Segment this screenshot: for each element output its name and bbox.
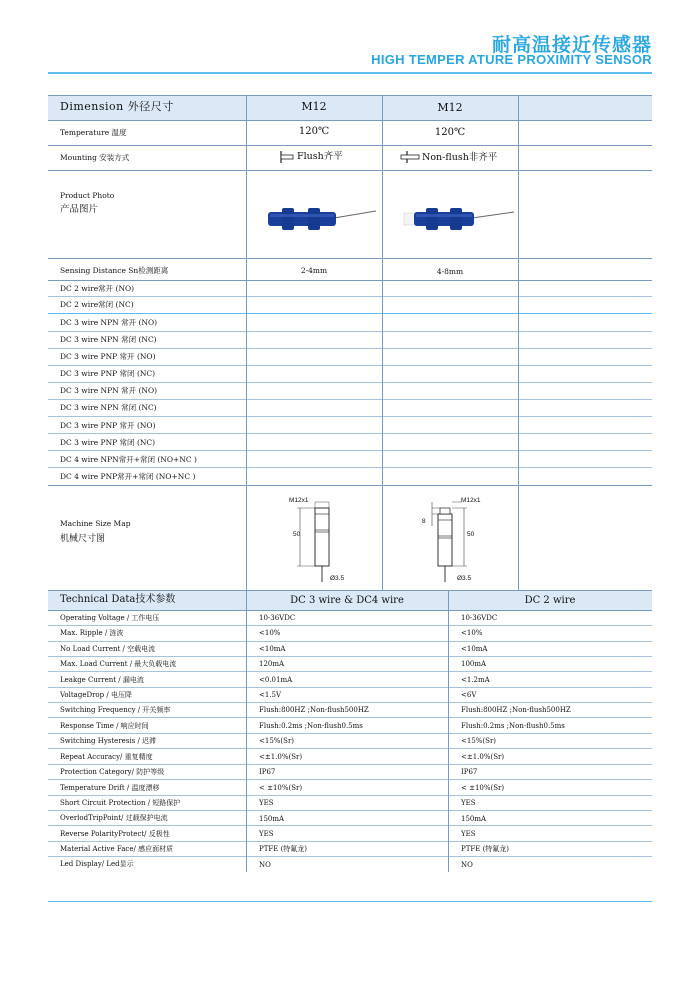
drawing-thread-label: M12x1 bbox=[461, 497, 481, 504]
row-label-cn: 产品图片 bbox=[60, 204, 99, 215]
col2-dimension: M12 bbox=[437, 101, 463, 114]
row-label: DC 3 wire PNP 常开 (NO) bbox=[60, 352, 156, 361]
drawing-offset-label: 8 bbox=[422, 518, 426, 525]
rule bbox=[48, 779, 652, 780]
tech-row-value: <6V bbox=[461, 691, 477, 699]
header-divider bbox=[48, 72, 652, 74]
row-label: DC 3 wire NPN 常闭 (NC) bbox=[60, 335, 157, 344]
row-value: 2-4mm bbox=[300, 266, 328, 275]
tech-row-label: VoltageDrop / 电压降 bbox=[60, 691, 132, 699]
tech-row-label: Reverse PolarityProtect/ 反极性 bbox=[60, 830, 170, 838]
rule bbox=[48, 365, 652, 366]
rule bbox=[48, 764, 652, 765]
product-photo-flush bbox=[262, 200, 380, 240]
tech-row-value: < ±10%(Sr) bbox=[461, 784, 505, 792]
row-label: DC 2 wire常闭 (NC) bbox=[60, 300, 134, 309]
rule bbox=[48, 810, 652, 811]
rule bbox=[48, 485, 652, 486]
row-label: Product Photo bbox=[60, 191, 115, 200]
tech-row-label: Protection Category/ 防护等级 bbox=[60, 768, 165, 776]
tech-row-value: <0.01mA bbox=[259, 676, 293, 684]
footer-divider bbox=[48, 901, 652, 902]
row-label: Temperature 温度 bbox=[60, 128, 127, 137]
row-label: Mounting 安装方式 bbox=[60, 153, 130, 162]
tech-row-label: Leakge Current / 漏电流 bbox=[60, 676, 144, 684]
tech-row-label: No Load Current / 空载电流 bbox=[60, 645, 156, 653]
rule bbox=[48, 702, 652, 703]
tech-row-value: NO bbox=[259, 861, 271, 869]
tech-row-value: PTFE (特氟龙) bbox=[461, 845, 510, 853]
rule bbox=[48, 416, 652, 417]
row-value: Flush齐平 bbox=[297, 151, 343, 162]
row-label: DC 2 wire常开 (NO) bbox=[60, 284, 135, 293]
rule bbox=[48, 748, 652, 749]
tech-row-value: YES bbox=[259, 799, 274, 807]
tech-row-label: Material Active Face/ 感应面材质 bbox=[60, 845, 174, 853]
tech-row-value: YES bbox=[461, 799, 476, 807]
rule bbox=[48, 610, 652, 611]
header-title-en: HIGH TEMPER ATURE PROXIMITY SENSOR bbox=[371, 52, 652, 67]
rule bbox=[48, 450, 652, 451]
rule bbox=[48, 795, 652, 796]
tech-row-value: <10% bbox=[461, 629, 483, 637]
rule bbox=[48, 641, 652, 642]
tech-row-value: <15%(Sr) bbox=[461, 737, 497, 745]
rule bbox=[48, 825, 652, 826]
drawing-length-label: 50 bbox=[467, 531, 475, 538]
row-label: DC 3 wire PNP 常闭 (NC) bbox=[60, 369, 156, 378]
tech-row-value: <10mA bbox=[259, 645, 286, 653]
rule bbox=[48, 145, 652, 146]
column-divider bbox=[518, 95, 519, 590]
tech-row-value: PTFE (特氟龙) bbox=[259, 845, 308, 853]
drawing-length-label: 50 bbox=[293, 531, 301, 538]
tech-row-label: Temperature Drift / 温度漂移 bbox=[60, 784, 160, 792]
rule bbox=[48, 296, 652, 297]
rule bbox=[48, 733, 652, 734]
drawing-diameter-label: Ø3.5 bbox=[330, 575, 345, 582]
tech-row-value: <1.2mA bbox=[461, 676, 490, 684]
tech-row-label: OverlodTripPoint/ 过载保护电流 bbox=[60, 814, 168, 822]
header-title-cn: 耐高温接近传感器 bbox=[491, 34, 652, 56]
tech-row-value: Flush:800HZ ;Non-flush500HZ bbox=[259, 706, 369, 714]
tech-row-value: < ±10%(Sr) bbox=[259, 784, 303, 792]
column-divider bbox=[382, 95, 383, 590]
tech-row-label: Switching Frequency / 开关频率 bbox=[60, 706, 171, 714]
tech-col2-header: DC 2 wire bbox=[524, 595, 576, 606]
product-photo-non-flush bbox=[400, 200, 518, 240]
row-label: DC 3 wire NPN 常开 (NO) bbox=[60, 318, 158, 327]
tech-row-value: Flush:0.2ms ;Non-flush0.5ms bbox=[461, 722, 565, 730]
tech-row-value: 120mA bbox=[259, 660, 285, 668]
rule bbox=[48, 433, 652, 434]
tech-row-label: Switching Hysteresis / 迟滞 bbox=[60, 737, 157, 745]
tech-row-value: <15%(Sr) bbox=[259, 737, 295, 745]
rule bbox=[48, 258, 652, 259]
rule bbox=[48, 467, 652, 468]
tech-row-value: 150mA bbox=[259, 815, 285, 823]
rule bbox=[48, 170, 652, 171]
row-label: DC 3 wire PNP 常闭 (NC) bbox=[60, 438, 156, 447]
rule bbox=[48, 841, 652, 842]
column-divider bbox=[246, 590, 247, 872]
row-label: DC 3 wire NPN 常闭 (NC) bbox=[60, 403, 157, 412]
tech-row-label: Short Circuit Protection / 短路保护 bbox=[60, 799, 181, 807]
tech-row-value: NO bbox=[461, 861, 473, 869]
tech-row-value: 150mA bbox=[461, 815, 487, 823]
tech-row-value: <±1.0%(Sr) bbox=[259, 753, 303, 761]
tech-row-value: 10-36VDC bbox=[461, 614, 498, 622]
rule bbox=[48, 590, 652, 591]
tech-row-label: Max. Load Current / 最大负载电流 bbox=[60, 660, 177, 668]
tech-row-value: <1.5V bbox=[259, 691, 282, 699]
col1-dimension: M12 bbox=[301, 100, 327, 113]
rule bbox=[48, 348, 652, 349]
tech-row-value: <10mA bbox=[461, 645, 488, 653]
row-value: Non-flush非齐平 bbox=[422, 152, 498, 163]
tech-row-value: YES bbox=[461, 830, 476, 838]
tech-row-label: Response Time / 响应时间 bbox=[60, 722, 149, 730]
tech-row-value: IP67 bbox=[461, 768, 478, 776]
row-label: DC 3 wire PNP 常开 (NO) bbox=[60, 421, 156, 430]
tech-row-value: IP67 bbox=[259, 768, 276, 776]
rule bbox=[48, 625, 652, 626]
rule bbox=[48, 856, 652, 857]
row-label: DC 4 wire NPN常开+常闭 (NO+NC ) bbox=[60, 455, 197, 464]
size-map-label: Machine Size Map bbox=[60, 519, 131, 528]
tech-row-value: 100mA bbox=[461, 660, 487, 668]
row-value: 4-8mm bbox=[436, 267, 464, 276]
tech-row-value: 10-36VDC bbox=[259, 614, 296, 622]
tech-row-value: YES bbox=[259, 830, 274, 838]
non-flush-mount-icon bbox=[399, 150, 421, 164]
rule bbox=[48, 671, 652, 672]
rule bbox=[48, 120, 652, 121]
row-label: DC 3 wire NPN 常开 (NO) bbox=[60, 386, 158, 395]
tech-row-value: Flush:800HZ ;Non-flush500HZ bbox=[461, 706, 571, 714]
row-value: 120℃ bbox=[434, 127, 466, 138]
rule bbox=[48, 399, 652, 400]
tech-row-label: Repeat Accuracy/ 重复精度 bbox=[60, 753, 153, 761]
tech-row-value: <10% bbox=[259, 629, 281, 637]
rule bbox=[48, 656, 652, 657]
rule bbox=[48, 717, 652, 718]
tech-row-value: Flush:0.2ms ;Non-flush0.5ms bbox=[259, 722, 363, 730]
tech-col1-header: DC 3 wire & DC4 wire bbox=[290, 595, 404, 606]
rule bbox=[48, 382, 652, 383]
rule bbox=[48, 280, 652, 281]
column-divider bbox=[448, 590, 449, 872]
drawing-thread-label: M12x1 bbox=[289, 497, 309, 504]
rule bbox=[48, 313, 652, 314]
flush-mount-icon bbox=[278, 150, 296, 164]
dimension-label: Dimension 外径尺寸 bbox=[60, 100, 174, 113]
tech-row-label: Led Display/ Led显示 bbox=[60, 860, 134, 868]
tech-row-value: <±1.0%(Sr) bbox=[461, 753, 505, 761]
tech-header-label: Technical Data技术参数 bbox=[60, 594, 176, 605]
rule bbox=[48, 687, 652, 688]
rule bbox=[48, 331, 652, 332]
column-divider bbox=[246, 95, 247, 590]
row-label: Sensing Distance Sn检测距离 bbox=[60, 266, 169, 275]
size-map-label-cn: 机械尺寸图 bbox=[60, 534, 106, 544]
row-label: DC 4 wire PNP常开+常闭 (NO+NC ) bbox=[60, 472, 196, 481]
tech-row-label: Operating Voltage / 工作电压 bbox=[60, 614, 160, 622]
drawing-diameter-label: Ø3.5 bbox=[457, 575, 472, 582]
tech-row-label: Max. Ripple / 涟波 bbox=[60, 629, 124, 637]
rule bbox=[48, 95, 652, 96]
row-value: 120℃ bbox=[298, 126, 330, 137]
